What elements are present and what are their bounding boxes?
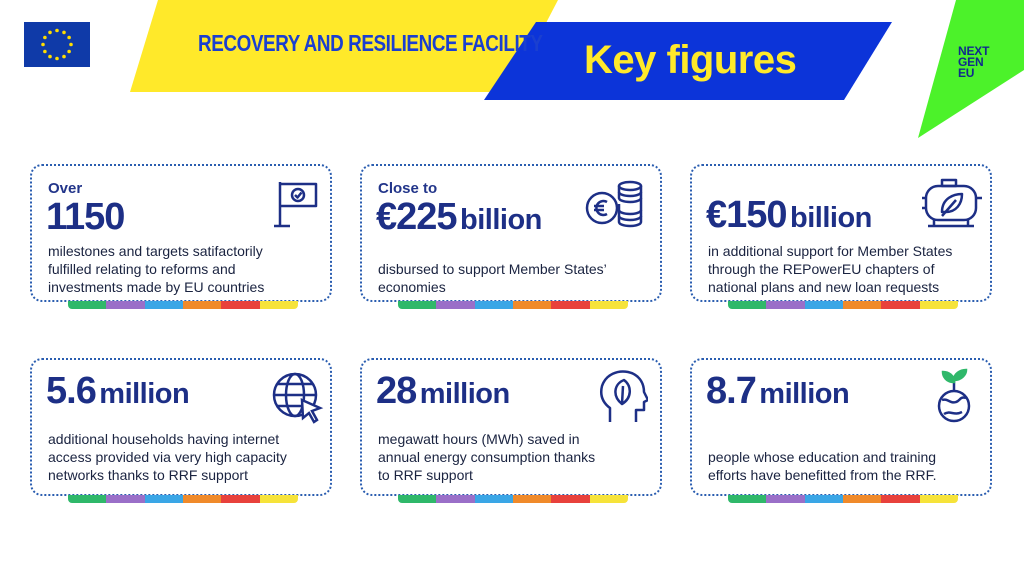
desc-line: to RRF support	[378, 467, 473, 483]
card-number: 1150	[46, 196, 125, 238]
card-unit: million	[419, 378, 510, 410]
euro-coins-icon	[582, 178, 650, 230]
card-figure	[376, 370, 510, 413]
logo-line-1: NEXT	[958, 44, 990, 58]
color-stripe	[398, 495, 628, 503]
card-unit: million	[759, 378, 850, 410]
card-unit: million	[99, 378, 190, 410]
key-figure-card-repowereu	[690, 164, 992, 302]
card-description	[708, 242, 978, 296]
card-description	[378, 260, 648, 296]
desc-line: national plans and new loan requests	[708, 279, 940, 295]
color-stripe	[728, 495, 958, 503]
card-figure	[46, 196, 124, 239]
key-figure-card-milestones	[30, 164, 332, 302]
card-description	[48, 430, 318, 484]
card-figure	[706, 194, 872, 237]
logo-line-2: GEN	[958, 55, 984, 69]
desc-line: disbursed to support Member States’	[378, 261, 607, 277]
key-figure-card-households	[30, 358, 332, 496]
key-figure-card-disbursed	[360, 164, 662, 302]
card-figure	[706, 370, 849, 413]
desc-line: in additional support for Member States	[708, 243, 953, 259]
desc-line: efforts have benefitted from the RRF.	[708, 467, 937, 483]
desc-line: annual energy consumption thanks	[378, 449, 596, 465]
desc-line: investments made by EU countries	[48, 279, 265, 295]
card-figure	[376, 196, 542, 239]
key-figure-card-education	[690, 358, 992, 496]
color-stripe	[68, 495, 298, 503]
facility-title: RECOVERY AND RESILIENCE FACILITY	[198, 30, 543, 56]
key-figure-card-energy	[360, 358, 662, 496]
color-stripe	[398, 301, 628, 309]
desc-line: additional households having internet	[48, 431, 280, 447]
color-stripe	[728, 301, 958, 309]
logo-line-3: EU	[958, 66, 975, 80]
card-number: €150	[706, 194, 787, 236]
desc-line: access provided via very high capacity	[48, 449, 287, 465]
card-number: 5.6	[46, 370, 96, 412]
globe-cursor-icon	[270, 370, 324, 424]
card-prefix: Over	[48, 180, 83, 197]
desc-line: megawatt hours (MWh) saved in	[378, 431, 580, 447]
card-number: 8.7	[706, 370, 756, 412]
card-description	[708, 448, 978, 484]
desc-line: fulfilled relating to reforms and	[48, 261, 236, 277]
desc-line: networks thanks to RRF support	[48, 467, 248, 483]
card-number: 28	[376, 370, 417, 412]
desc-line: economies	[378, 279, 446, 295]
card-prefix: Close to	[378, 180, 438, 197]
page-title: Key figures	[584, 38, 797, 82]
earth-plant-icon	[936, 368, 976, 424]
card-description	[378, 430, 648, 484]
desc-line: through the REPowerEU chapters of	[708, 261, 935, 277]
nextgeneu-logo	[958, 46, 989, 79]
color-stripe	[68, 301, 298, 309]
card-description	[48, 242, 318, 296]
card-unit: billion	[790, 202, 872, 234]
eu-flag-logo	[24, 22, 90, 67]
desc-line: milestones and targets satifactorily	[48, 243, 263, 259]
head-leaf-icon	[598, 368, 648, 424]
desc-line: people whose education and training	[708, 449, 937, 465]
green-energy-tank-icon	[920, 178, 986, 230]
card-number: €225	[376, 196, 457, 238]
flag-checkmark-icon	[272, 178, 322, 230]
card-figure	[46, 370, 189, 413]
card-unit: billion	[460, 204, 542, 236]
